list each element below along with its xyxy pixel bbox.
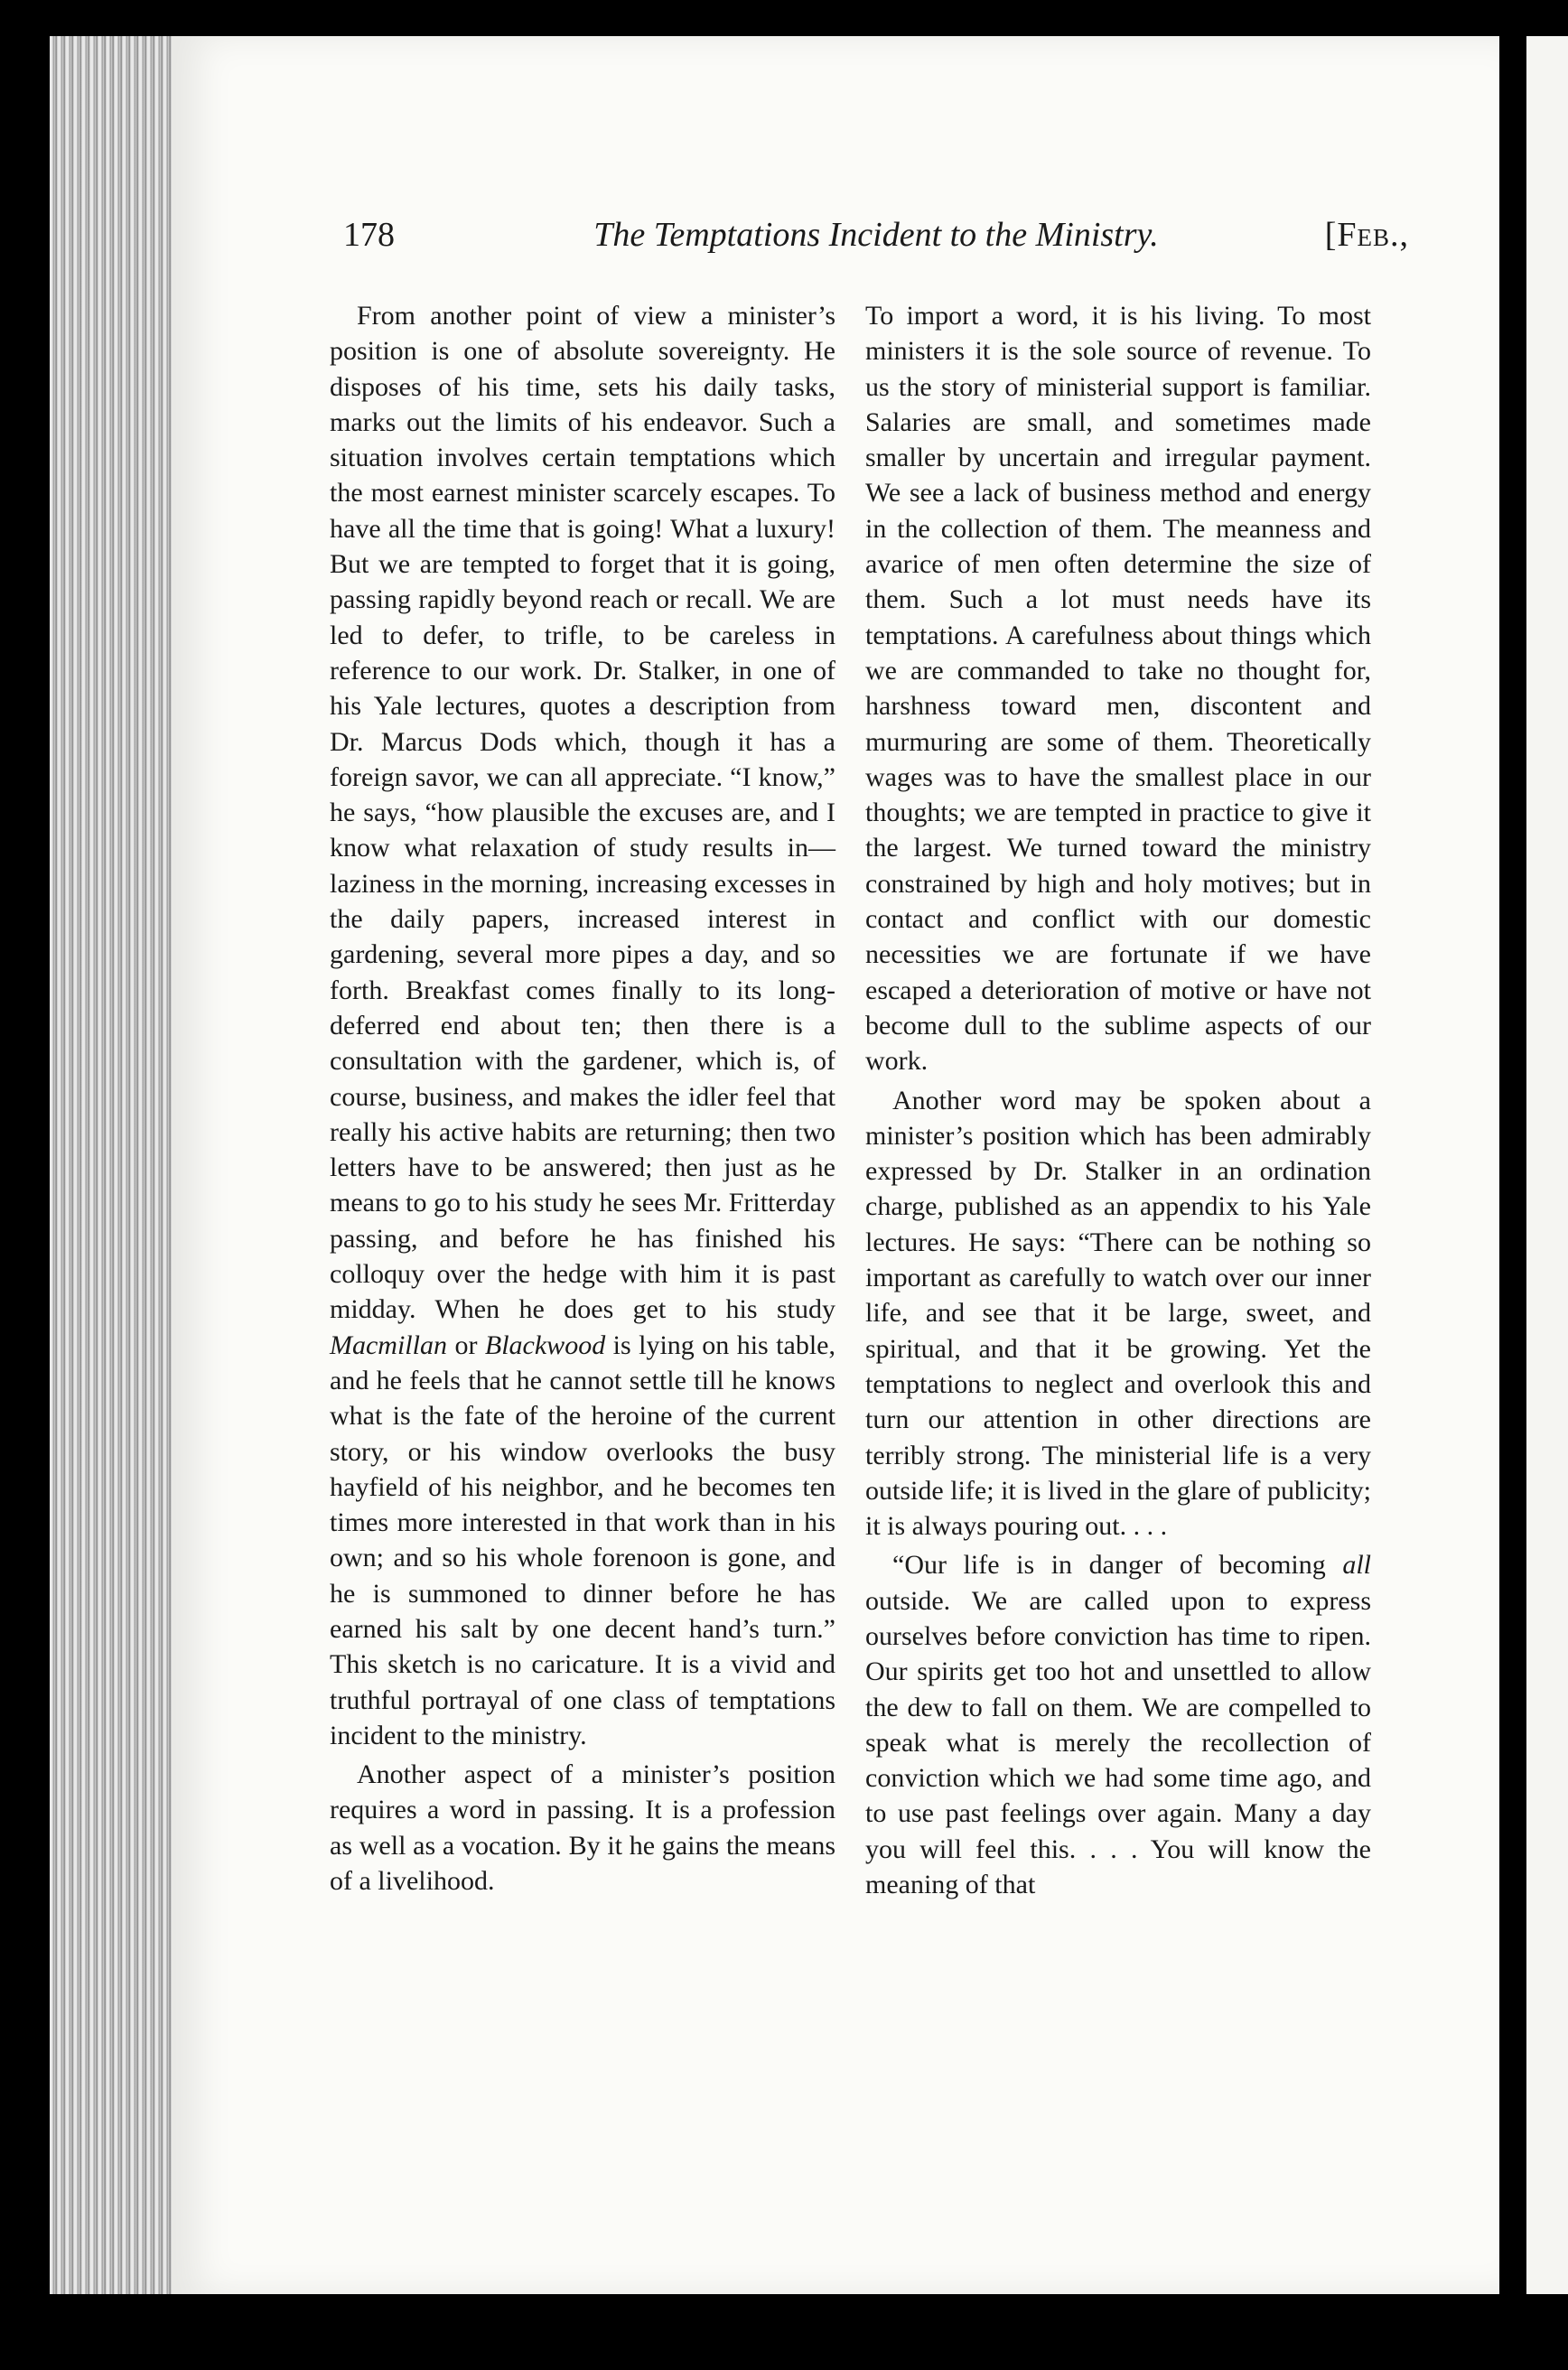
left-column: [330, 298, 835, 1899]
facing-page-edge: [1526, 36, 1568, 2294]
page-header: [343, 215, 1409, 269]
left-paragraph-1-tail: is lying on his table, and he feels that he cannot settle till he knows what is the fate of the heroine of the current story, or his window overlooks the busy hayfield of his neighbor, and he becomes ten times more interested in that work than in his own; and so his whole forenoon is gone, and he is summoned to dinner before he has earned his salt by one decent hand’s turn.” This sketch is no caricature. It is a vivid and truthful portrayal of one class of temptations incident to the ministry.: [330, 1330, 835, 1750]
header-date: [Feb.,: [1324, 216, 1409, 254]
emphasis-all: all: [1342, 1550, 1371, 1581]
left-paragraph-1-text: From another point of view a minister’s position is one of absolute sovereignty. He disposes of his time, sets his daily tasks, marks out the limits of his endeavor. Such a situation involves certain temptations which the most earnest minister scarcely escapes. To have all the time that is going! What a luxury! But we are tempted to forget that it is going, passing rapidly beyond reach or recall. We are led to defer, to trifle, to be careless in reference to our work. Dr. Stalker, in one of his Yale lectures, quotes a description from Dr. Marcus Dods which, though it has a foreign savor, we can all appreciate. “I know,” he says, “how plausible the excuses are, and I know what relaxation of study results in—laziness in the morning, increasing excesses in the daily papers, increased interest in gardening, several more pipes a day, and so forth. Breakfast comes finally to its long-deferred end about ten; then there is a consultation with the gardener, which is, of course, business, and makes the idler feel that really his active habits are returning; then two letters have to be answered; then just as he means to go to his study he sees Mr. Fritterday passing, and before he has finished his colloquy over the hedge with him it is past midday. When he does get to his study: [330, 301, 835, 1325]
left-paragraph-2: Another aspect of a minister’s position requires a word in passing. It is a profession as well as a vocation. By it he gains the means of a livelihood.: [330, 1759, 835, 1897]
right-column: [865, 298, 1371, 1902]
right-paragraph-3: [865, 1547, 1371, 1902]
magazine-title-macmillan: Macmillan: [330, 1330, 447, 1360]
right-paragraph-3-tail: outside. We are called upon to express ourselves before conviction has time to ripen. Our spirits get too hot and unsettled to allow the dew to fall on them. We are compelled to speak what is merely the recollection of conviction which we had some time ago, and to use past feelings over again. Many a day you will feel this. . . . You will know the meaning of that: [865, 1585, 1371, 1900]
right-paragraph-2: Another word may be spoken about a minister’s position which has been admirably expressed by Dr. Stalker in an ordination charge, published as an appendix to his Yale lectures. He says: “There can be nothing so important as carefully to watch over our inner life, and see that it be large, sweet, and spiritual, and that it be growing. Yet the temptations to neglect and overlook this and turn our attention in other directions are terribly strong. The ministerial life is a very outside life; it is lived in the glare of publicity; it is always pouring out. . . .: [865, 1085, 1371, 1542]
running-title: The Temptations Incident to the Ministry.: [593, 216, 1159, 254]
magazine-title-blackwood: Blackwood: [484, 1330, 606, 1360]
right-paragraph-3-head: “Our life is in danger of becoming: [892, 1550, 1343, 1581]
left-paragraph-1-or: or: [446, 1330, 485, 1360]
right-paragraph-1: To import a word, it is his living. To most ministers it is the sole source of revenue. To us the story of ministerial support is familiar. Salaries are small, and sometimes made smaller by uncertain and irregular payment. We see a lack of business method and energy in the collection of them. The meanness and avarice of men often determine the size of them. Such a lot must needs have its temptations. A carefulness about things which we are commanded to take no thought for, harshness toward men, discontent and murmuring are some of them. Theoretically wages was to have the smallest place in our thoughts; we are tempted in practice to give it the largest. We turned toward the ministry constrained by high and holy motives; but in contact and conflict with our domestic necessities we are fortunate if we have escaped a deterioration of motive or have not become dull to the sublime aspects of our work.: [865, 301, 1371, 1077]
page-number: 178: [343, 216, 395, 254]
left-paragraph-1: [330, 298, 835, 1753]
